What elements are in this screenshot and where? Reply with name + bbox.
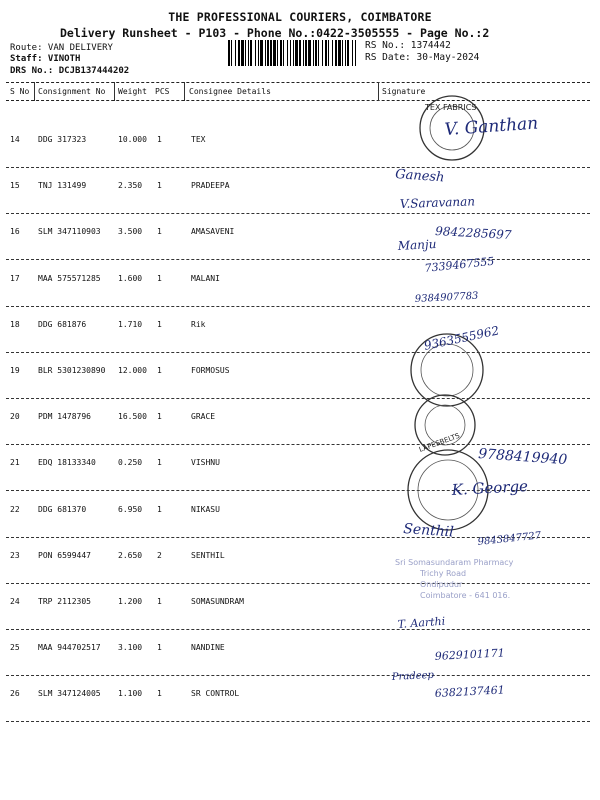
row-consignment: DDG 317323 <box>38 135 87 144</box>
row-consignee: SENTHIL <box>191 551 225 560</box>
row-consignment: TNJ 131499 <box>38 181 87 190</box>
row-consignment: SLM 347124005 <box>38 689 101 698</box>
row-weight: 12.000 <box>118 366 147 375</box>
row-consignment: PON 6599447 <box>38 551 91 560</box>
col-pcs: PCS <box>155 87 170 96</box>
handwritten-signature: 9384907783 <box>414 290 479 305</box>
row-consignee: FORMOSUS <box>191 366 230 375</box>
handwritten-signature: 9363555962 <box>422 323 501 353</box>
handwritten-signature: V. Ganthan <box>443 113 539 140</box>
row-consignment: SLM 347110903 <box>38 227 101 236</box>
row-sno: 14 <box>10 135 20 144</box>
row-consignee: TEX <box>191 135 206 144</box>
handwritten-signature: 9842285697 <box>434 224 512 242</box>
handwritten-signature: K. George <box>451 477 529 499</box>
row-sno: 18 <box>10 320 20 329</box>
row-sno: 16 <box>10 227 20 236</box>
handwritten-signature: T. Aarthi <box>397 614 446 631</box>
handwritten-signature: Manju <box>397 236 437 253</box>
row-consignment: MAA 575571285 <box>38 274 101 283</box>
row-pcs: 1 <box>157 274 162 283</box>
row-consignee: PRADEEPA <box>191 181 230 190</box>
row-pcs: 1 <box>157 181 162 190</box>
row-consignment: DDG 681370 <box>38 505 87 514</box>
row-weight: 1.600 <box>118 274 143 283</box>
row-sno: 15 <box>10 181 20 190</box>
row-sno: 24 <box>10 597 20 606</box>
drs-number: DRS No.: DCJB137444202 <box>10 66 130 76</box>
row-pcs: 1 <box>157 505 162 514</box>
stamp-text: TEX FABRICS <box>425 103 477 112</box>
row-consignee: Rik <box>191 320 206 329</box>
rs-date: RS Date: 30-May-2024 <box>365 52 480 63</box>
row-pcs: 1 <box>157 643 162 652</box>
row-pcs: 1 <box>157 320 162 329</box>
row-weight: 1.100 <box>118 689 143 698</box>
row-consignment: BLR 5301230890 <box>38 366 106 375</box>
row-sno: 21 <box>10 458 20 467</box>
handwritten-signature: Ganesh <box>394 167 445 186</box>
row-weight: 6.950 <box>118 505 143 514</box>
row-weight: 2.350 <box>118 181 143 190</box>
row-sno: 22 <box>10 505 20 514</box>
row-consignee: NANDINE <box>191 643 225 652</box>
row-sno: 20 <box>10 412 20 421</box>
handwritten-signature: V.Saravanan <box>399 194 476 211</box>
row-weight: 2.650 <box>118 551 143 560</box>
row-sno: 23 <box>10 551 20 560</box>
row-pcs: 1 <box>157 227 162 236</box>
row-weight: 10.000 <box>118 135 147 144</box>
stamp-text: LAPESBELTS <box>417 431 461 454</box>
row-sno: 17 <box>10 274 20 283</box>
row-consignment: PDM 1478796 <box>38 412 91 421</box>
row-pcs: 1 <box>157 135 162 144</box>
row-consignment: DDG 681876 <box>38 320 87 329</box>
row-pcs: 2 <box>157 551 162 560</box>
row-consignee: NIKASU <box>191 505 220 514</box>
row-weight: 0.250 <box>118 458 143 467</box>
row-weight: 1.200 <box>118 597 143 606</box>
handwritten-signature: Pradeep <box>391 669 435 683</box>
page-title: THE PROFESSIONAL COURIERS, COIMBATORE <box>168 10 432 24</box>
row-consignee: GRACE <box>191 412 216 421</box>
row-sno: 26 <box>10 689 20 698</box>
handwritten-signature: 9629101171 <box>434 646 506 663</box>
runsheet-subtitle: Delivery Runsheet - P103 - Phone No.:0422-3505555 - Page No.:2 <box>60 26 490 40</box>
row-consignee: MALANI <box>191 274 220 283</box>
row-sno: 19 <box>10 366 20 375</box>
handwritten-signature: 9843847727 <box>477 530 542 548</box>
row-weight: 3.100 <box>118 643 143 652</box>
row-consignment: TRP 2112305 <box>38 597 91 606</box>
route-label: Route: VAN DELIVERY <box>10 43 113 53</box>
stamp-text: Sri Somasundaram Pharmacy Trichy Road Ondipudur Coimbatore - 641 016. <box>395 558 514 600</box>
handwritten-signature: 6382137461 <box>434 683 506 700</box>
rs-number: RS No.: 1374442 <box>365 40 451 51</box>
row-weight: 16.500 <box>118 412 147 421</box>
row-consignee: SOMASUNDRAM <box>191 597 244 606</box>
row-pcs: 1 <box>157 597 162 606</box>
col-signature: Signature <box>382 87 426 96</box>
col-consignment: Consignment No <box>38 87 106 96</box>
handwritten-signature: Senthil <box>402 521 455 541</box>
row-pcs: 1 <box>157 412 162 421</box>
row-pcs: 1 <box>157 458 162 467</box>
col-weight: Weight <box>118 87 147 96</box>
row-consignee: AMASAVENI <box>191 227 235 236</box>
col-sno: S No <box>10 87 30 96</box>
row-consignment: EDQ 18133340 <box>38 458 96 467</box>
row-consignee: SR CONTROL <box>191 689 240 698</box>
staff-label: Staff: VINOTH <box>10 54 81 64</box>
col-consignee: Consignee Details <box>189 87 271 96</box>
row-weight: 1.710 <box>118 320 143 329</box>
row-sno: 25 <box>10 643 20 652</box>
row-pcs: 1 <box>157 689 162 698</box>
handwritten-signature: 9788419940 <box>477 446 568 469</box>
row-weight: 3.500 <box>118 227 143 236</box>
row-consignment: MAA 944702517 <box>38 643 101 652</box>
row-consignee: VISHNU <box>191 458 220 467</box>
row-pcs: 1 <box>157 366 162 375</box>
handwritten-signature: 7339467555 <box>423 254 495 275</box>
